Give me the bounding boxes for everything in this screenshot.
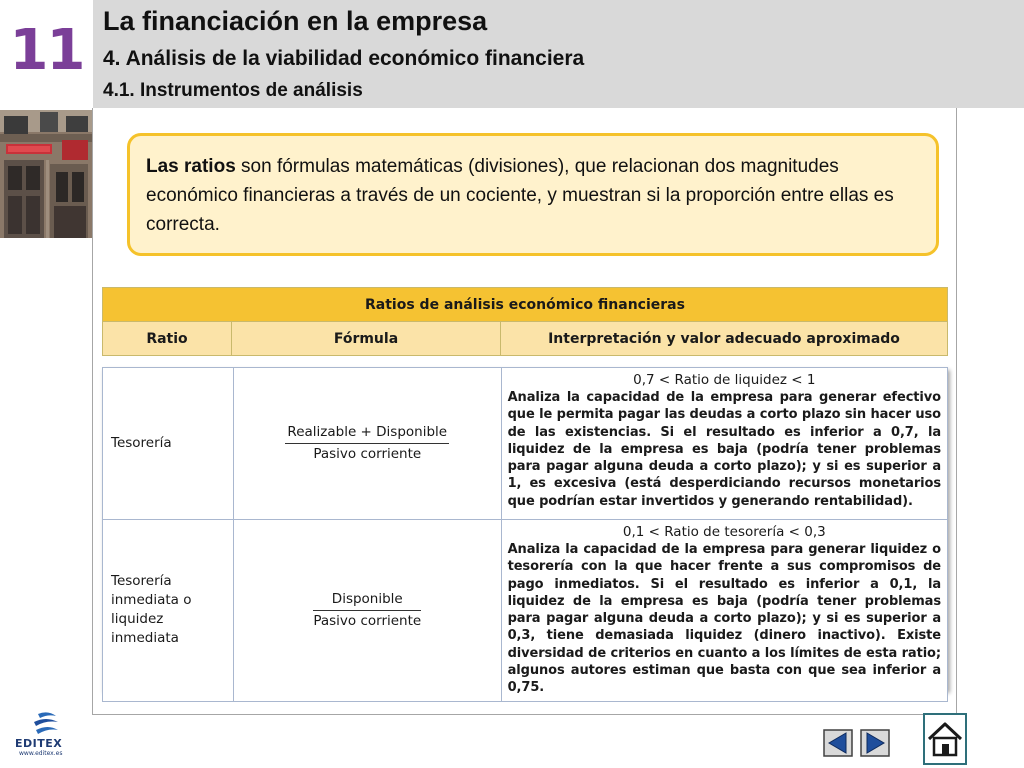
ratio-table-body-wrap — [102, 367, 948, 696]
ratio-table-body — [102, 367, 948, 702]
formula-denominator: Pasivo corriente — [313, 446, 422, 462]
previous-slide-button[interactable] — [823, 729, 853, 757]
ratio-range: 0,7 < Ratio de liquidez < 1 — [633, 372, 816, 388]
next-slide-button[interactable] — [860, 729, 890, 757]
callout-definition: son fórmulas matemáticas (divisiones), que relacionan dos magnitudes económico financieras a través de un cociente, y muestran si la proporción entre ellas es correcta. — [146, 156, 894, 235]
slide-subtitle: 4. Análisis de la viabilidad económico financiera — [103, 47, 585, 70]
ratio-table-header — [102, 287, 948, 356]
chapter-badge — [0, 0, 93, 108]
building-photo-illustration — [0, 110, 93, 238]
formula-fraction — [285, 423, 449, 464]
ratio-formula — [233, 520, 501, 702]
ratio-interpretation-text: Analiza la capacidad de la empresa para generar efectivo que le permita pagar las deudas a corto plazo sin hacer uso de las existencias. Si el resultado es inferior a 0,7, la liquidez de la empresa es baja (podría tener problemas para pagar alguna deuda a corto plazo); y si es superior a 1, es excesiva (está desperdiciando recursos monetarios que podrían estar invertidos y generando rentabilidad). — [507, 390, 941, 509]
ratio-name: Tesorería inmediata o liquidez inmediata — [103, 520, 234, 702]
ratio-interpretation — [501, 520, 947, 702]
slide-title: La financiación en la empresa — [103, 6, 488, 36]
formula-fraction — [313, 590, 421, 631]
brand-url: www.editex.es — [19, 750, 63, 757]
ratio-interpretation — [501, 368, 947, 520]
building-photo — [0, 110, 93, 238]
definition-callout — [127, 133, 939, 256]
formula-denominator: Pasivo corriente — [313, 612, 422, 629]
column-header-formula: Fórmula — [232, 322, 501, 356]
table-row — [103, 368, 948, 520]
ratio-name: Tesorería — [103, 368, 234, 520]
slide-header — [0, 0, 1024, 108]
ratio-table-title: Ratios de análisis económico financieras — [103, 288, 948, 322]
callout-term: Las ratios — [146, 156, 236, 177]
formula-numerator: Realizable + Disponible — [285, 423, 449, 444]
ratio-interpretation-text: Analiza la capacidad de la empresa para generar liquidez o tesorería con la que hacer frente a sus compromisos de pago inmediatos. Si el resultado es inferior a 0,1, la liquidez de la empresa es baja (podría tener problemas para pagar alguna deuda a corto plazo); y si es superior a 0,3, tiene demasiada liquidez (dinero inactivo). Existe diversidad de criterios en cuanto a los límites de esta ratio; algunos autores estiman que basta con que sea inferior a 0,75. — [507, 542, 941, 696]
formula-numerator: Disponible — [313, 590, 421, 611]
brand-name: EDITEX — [15, 737, 63, 750]
column-header-interpretation: Interpretación y valor adecuado aproximado — [501, 322, 948, 356]
column-header-ratio: Ratio — [103, 322, 232, 356]
chapter-number: 11 — [9, 18, 84, 83]
ratio-formula — [233, 368, 501, 520]
home-button[interactable] — [923, 713, 967, 765]
ratio-range: 0,1 < Ratio de tesorería < 0,3 — [622, 524, 826, 540]
table-row — [103, 520, 948, 702]
slide-section: 4.1. Instrumentos de análisis — [103, 80, 363, 101]
